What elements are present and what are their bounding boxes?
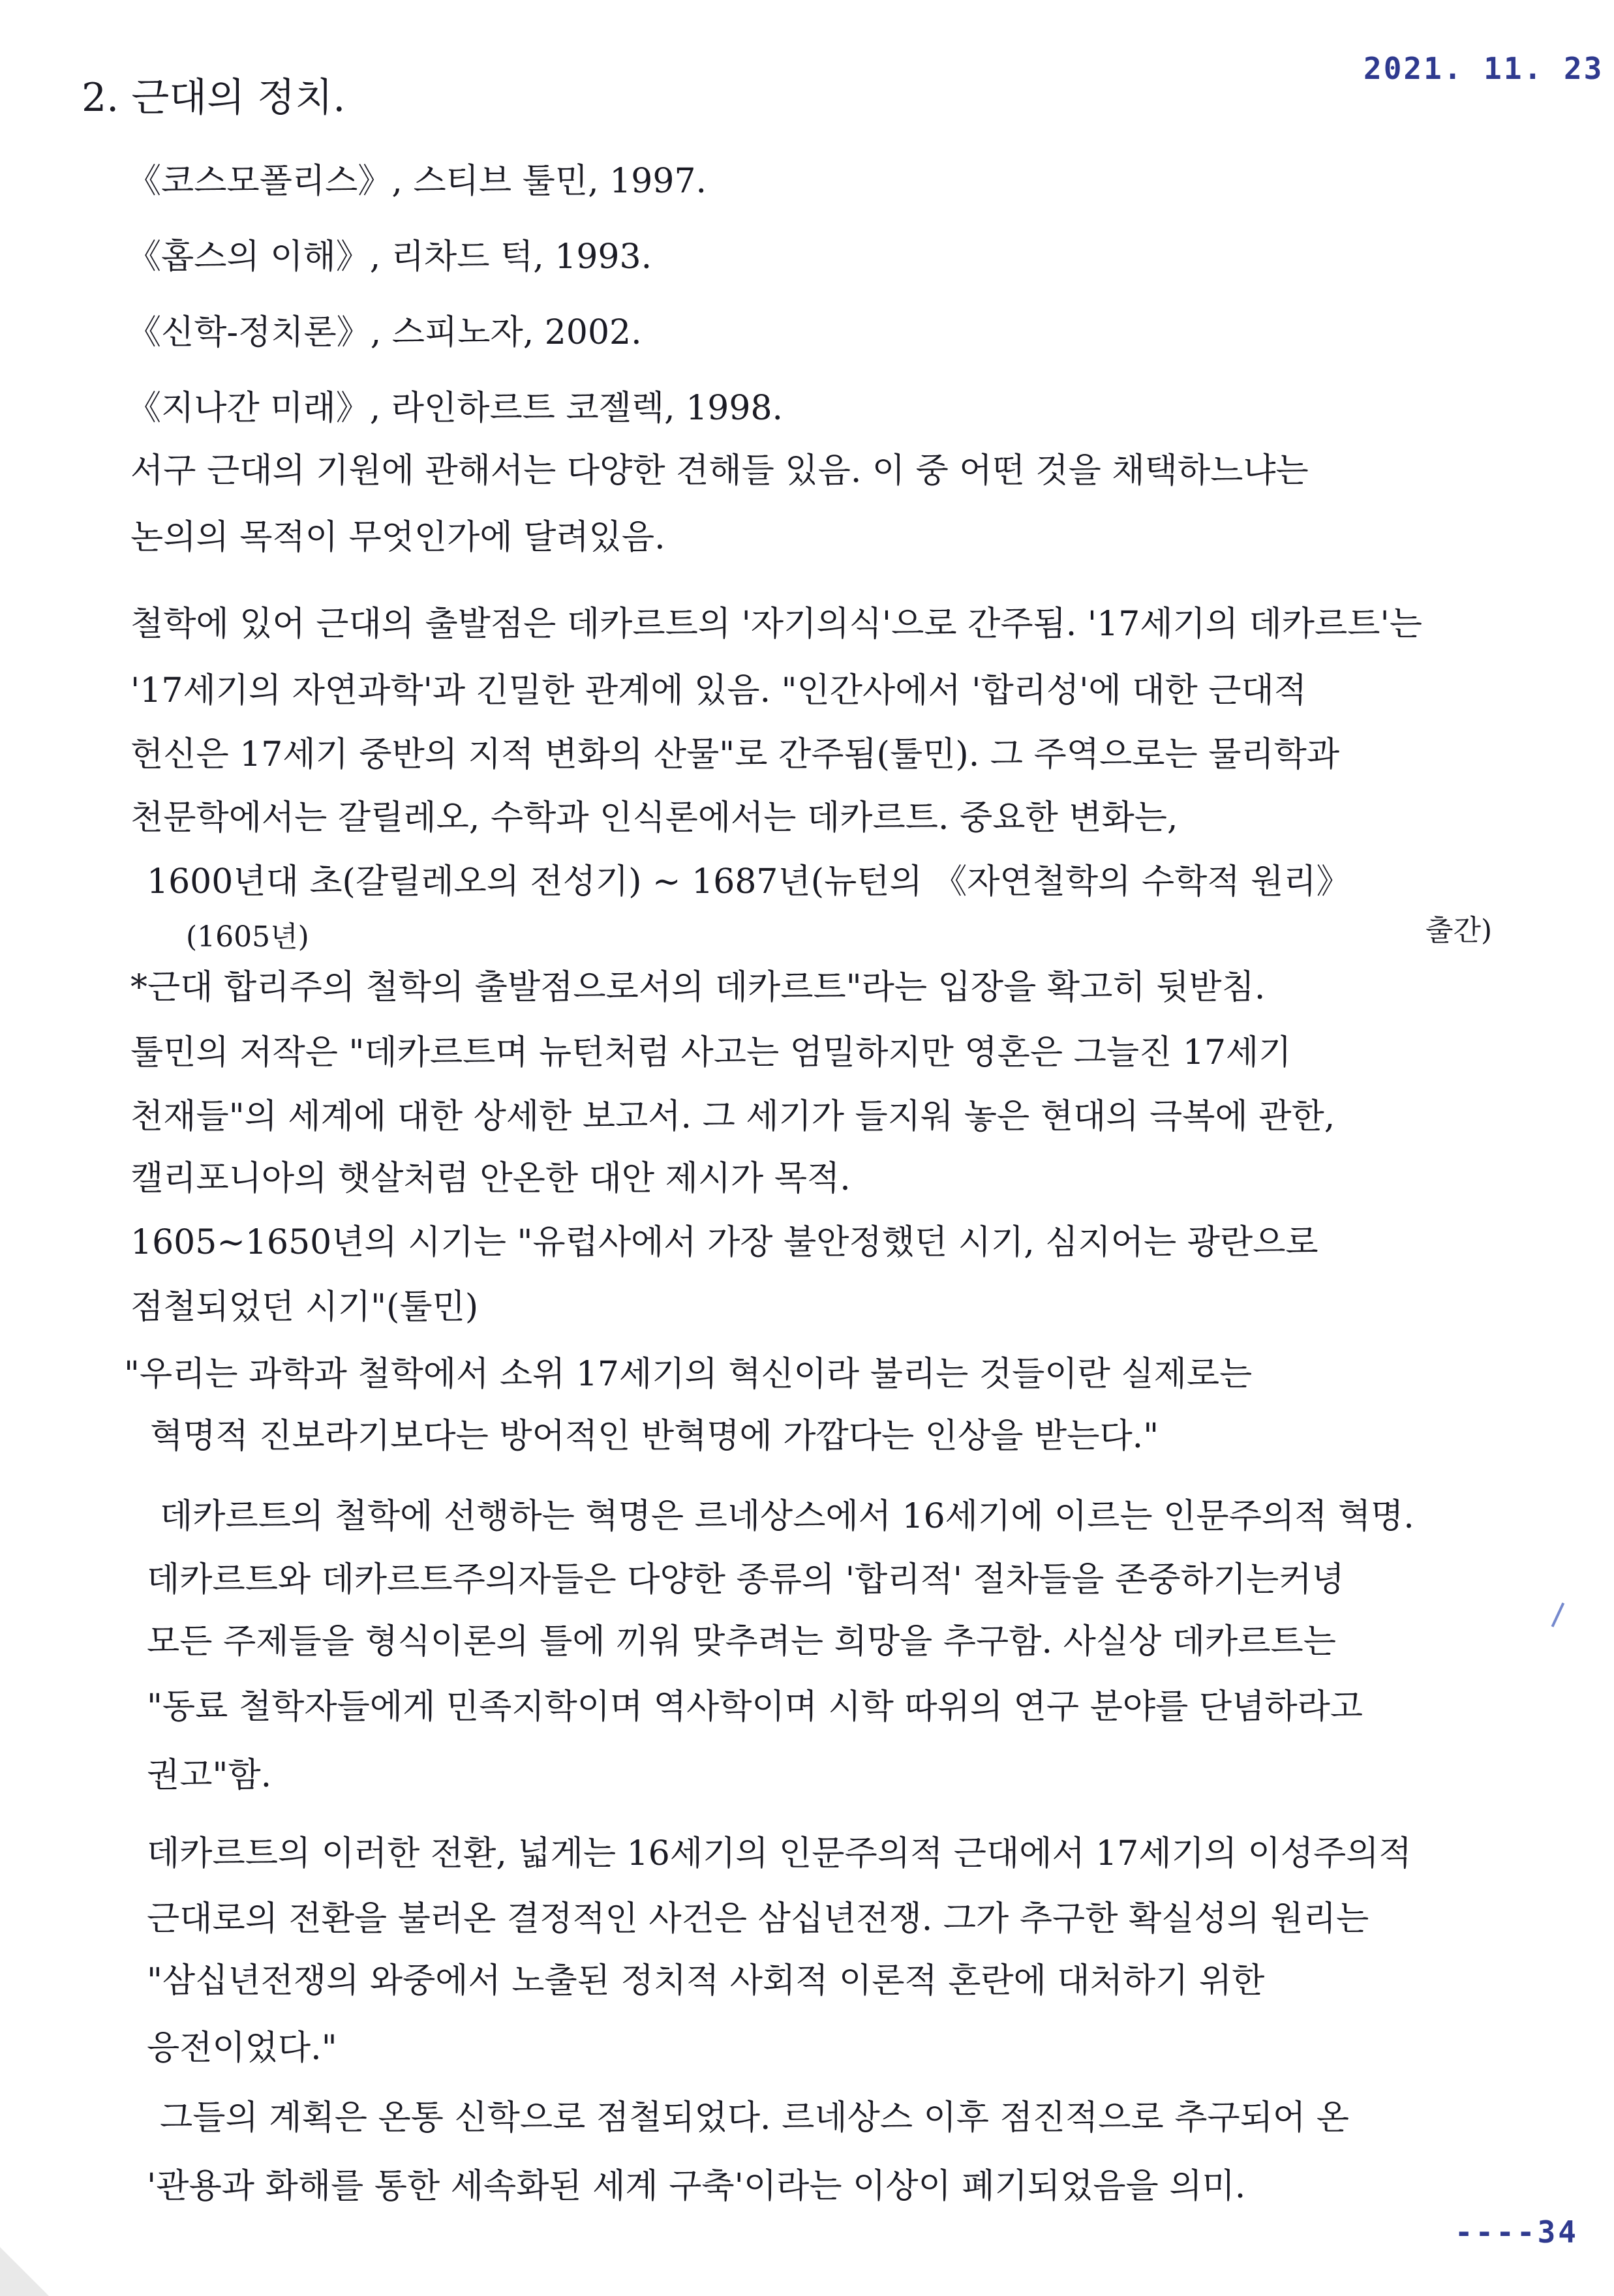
text-line: 데카르트와 데카르트주의자들은 다양한 종류의 '합리적' 절차들을 존중하기는커녕 — [147, 1560, 1345, 1599]
text-sub-note: 출간) — [1425, 914, 1493, 947]
text-line: 헌신은 17세기 중반의 지적 변화의 산물"로 간주됨(툴민). 그 주역으로는 물리학과 — [130, 735, 1340, 774]
text-line: 1605~1650년의 시기는 "유럽사에서 가장 불안정했던 시기, 심지어는 광란으로 — [130, 1223, 1318, 1262]
text-line: "동료 철학자들에게 민족지학이며 역사학이며 시학 따위의 연구 분야를 단념하라고 — [147, 1687, 1363, 1727]
text-line: 데카르트의 이러한 전환, 넓게는 16세기의 인문주의적 근대에서 17세기의 이성주의적 — [147, 1834, 1412, 1873]
text-line: 캘리포니아의 햇살처럼 안온한 대안 제시가 목적. — [130, 1159, 851, 1198]
text-line: 1600년대 초(갈릴레오의 전성기) ~ 1687년(뉴턴의 《자연철학의 수학적 원리》 — [147, 862, 1350, 901]
text-line: '관용과 화해를 통한 세속화된 세계 구축'이라는 이상이 폐기되었음을 의미. — [147, 2167, 1246, 2206]
reference-item: 《홉스의 이해》, 리차드 턱, 1993. — [127, 237, 652, 277]
ink-mark — [1551, 1603, 1577, 1633]
date-stamp: 2021. 11. 23 — [1363, 51, 1604, 86]
text-line: 툴민의 저작은 "데카르트며 뉴턴처럼 사고는 엄밀하지만 영혼은 그늘진 17세기 — [130, 1033, 1292, 1072]
text-line: 그들의 계획은 온통 신학으로 점철되었다. 르네상스 이후 점진적으로 추구되어 온 — [160, 2098, 1349, 2137]
reference-item: 《신학-정치론》, 스피노자, 2002. — [127, 313, 642, 352]
text-line: 모든 주제들을 형식이론의 틀에 끼워 맞추려는 희망을 추구함. 사실상 데카르트는 — [147, 1622, 1336, 1661]
reference-list — [127, 144, 1236, 446]
section-heading: 2. 근대의 정치. — [82, 75, 346, 121]
text-sub-note: (1605년) — [186, 920, 309, 954]
text-line: 철학에 있어 근대의 출발점은 데카르트의 '자기의식'으로 간주됨. '17세기의 데카르트'는 — [130, 605, 1423, 644]
text-line: 근대로의 전환을 불러온 결정적인 사건은 삼십년전쟁. 그가 추구한 확실성의 원리는 — [147, 1899, 1369, 1939]
page-corner-fold — [0, 2247, 49, 2296]
text-line: *근대 합리주의 철학의 출발점으로서의 데카르트"라는 입장을 확고히 뒷받침. — [130, 968, 1266, 1007]
text-line: 응전이었다." — [147, 2029, 337, 2068]
text-line: 서구 근대의 기원에 관해서는 다양한 견해들 있음. 이 중 어떤 것을 채택하느냐는 — [130, 451, 1309, 491]
text-line: 점철되었던 시기"(툴민) — [130, 1288, 479, 1327]
text-line: 천문학에서는 갈릴레오, 수학과 인식론에서는 데카르트. 중요한 변화는, — [130, 798, 1178, 838]
text-line: "우리는 과학과 철학에서 소위 17세기의 혁신이라 불리는 것들이란 실제로는 — [124, 1355, 1253, 1394]
reference-item: 《지나간 미래》, 라인하르트 코젤렉, 1998. — [127, 389, 784, 428]
text-line: 천재들"의 세계에 대한 상세한 보고서. 그 세기가 들지워 놓은 현대의 극복에 관한, — [130, 1097, 1335, 1136]
page-number: ----34 — [1454, 2214, 1579, 2250]
text-line: '17세기의 자연과학'과 긴밀한 관계에 있음. "인간사에서 '합리성'에 대한 근대적 — [130, 671, 1307, 710]
reference-item: 《코스모폴리스》, 스티브 툴민, 1997. — [127, 162, 707, 201]
text-line: 데카르트의 철학에 선행하는 혁명은 르네상스에서 16세기에 이르는 인문주의적 혁명. — [160, 1497, 1414, 1536]
text-line: 논의의 목적이 무엇인가에 달려있음. — [130, 518, 665, 557]
text-line: "삼십년전쟁의 와중에서 노출된 정치적 사회적 이론적 혼란에 대처하기 위한 — [147, 1961, 1265, 2001]
text-line: 혁명적 진보라기보다는 방어적인 반혁명에 가깝다는 인상을 받는다." — [150, 1417, 1159, 1456]
text-line: 권고"함. — [147, 1756, 272, 1795]
